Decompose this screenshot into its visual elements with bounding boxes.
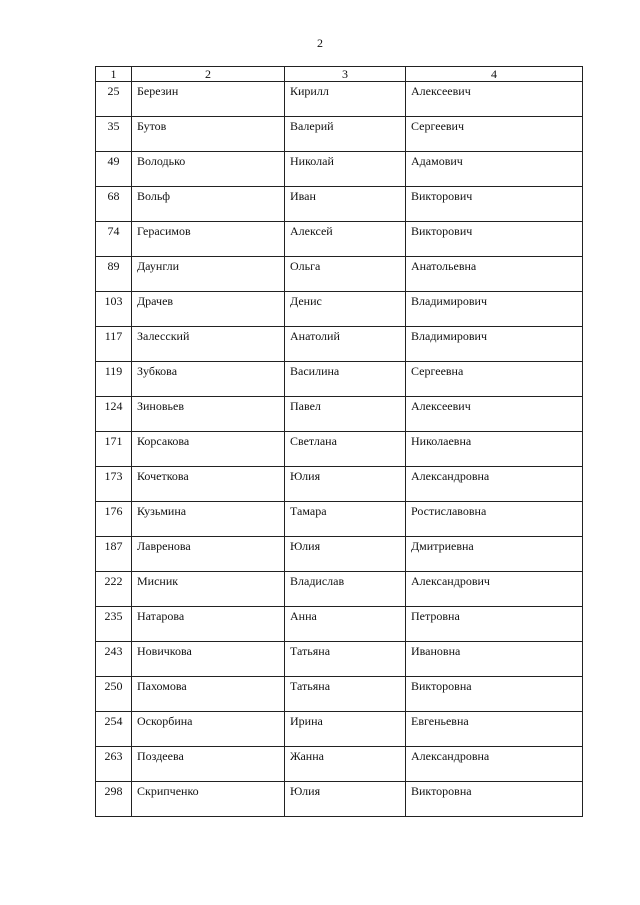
row-number-cell: 254 bbox=[96, 712, 132, 747]
patronymic-cell: Дмитриевна bbox=[406, 537, 583, 572]
row-number-cell: 74 bbox=[96, 222, 132, 257]
patronymic-cell: Александровна bbox=[406, 747, 583, 782]
page-number: 2 bbox=[317, 36, 323, 50]
surname-cell: Бутов bbox=[132, 117, 285, 152]
name-cell: Татьяна bbox=[285, 677, 406, 712]
surname-cell: Новичкова bbox=[132, 642, 285, 677]
table-row bbox=[96, 677, 583, 712]
name-cell: Татьяна bbox=[285, 642, 406, 677]
surname-cell: Даунгли bbox=[132, 257, 285, 292]
patronymic-cell: Сергеевич bbox=[406, 117, 583, 152]
table-row bbox=[96, 397, 583, 432]
surname-cell: Кузьмина bbox=[132, 502, 285, 537]
name-cell: Светлана bbox=[285, 432, 406, 467]
column-header-2: 2 bbox=[132, 67, 285, 82]
row-number-cell: 250 bbox=[96, 677, 132, 712]
table-row bbox=[96, 432, 583, 467]
patronymic-cell: Викторович bbox=[406, 187, 583, 222]
table-row bbox=[96, 222, 583, 257]
name-cell: Иван bbox=[285, 187, 406, 222]
table-row bbox=[96, 747, 583, 782]
row-number-cell: 117 bbox=[96, 327, 132, 362]
row-number-cell: 263 bbox=[96, 747, 132, 782]
surname-cell: Поздеева bbox=[132, 747, 285, 782]
surname-cell: Березин bbox=[132, 82, 285, 117]
name-cell: Юлия bbox=[285, 467, 406, 502]
name-cell: Владислав bbox=[285, 572, 406, 607]
name-cell: Юлия bbox=[285, 782, 406, 817]
table-row bbox=[96, 712, 583, 747]
patronymic-cell: Евгеньевна bbox=[406, 712, 583, 747]
name-cell: Ольга bbox=[285, 257, 406, 292]
table-body bbox=[96, 82, 583, 817]
roster-table bbox=[95, 66, 583, 817]
name-cell: Денис bbox=[285, 292, 406, 327]
surname-cell: Пахомова bbox=[132, 677, 285, 712]
patronymic-cell: Ивановна bbox=[406, 642, 583, 677]
name-cell: Ирина bbox=[285, 712, 406, 747]
column-header-3: 3 bbox=[285, 67, 406, 82]
patronymic-cell: Викторовна bbox=[406, 782, 583, 817]
patronymic-cell: Николаевна bbox=[406, 432, 583, 467]
table-row bbox=[96, 292, 583, 327]
row-number-cell: 35 bbox=[96, 117, 132, 152]
surname-cell: Оскорбина bbox=[132, 712, 285, 747]
surname-cell: Кочеткова bbox=[132, 467, 285, 502]
table-row bbox=[96, 782, 583, 817]
row-number-cell: 243 bbox=[96, 642, 132, 677]
surname-cell: Герасимов bbox=[132, 222, 285, 257]
patronymic-cell: Алексеевич bbox=[406, 82, 583, 117]
surname-cell: Мисник bbox=[132, 572, 285, 607]
row-number-cell: 222 bbox=[96, 572, 132, 607]
table-row bbox=[96, 607, 583, 642]
row-number-cell: 171 bbox=[96, 432, 132, 467]
table-row bbox=[96, 327, 583, 362]
row-number-cell: 68 bbox=[96, 187, 132, 222]
patronymic-cell: Адамович bbox=[406, 152, 583, 187]
row-number-cell: 298 bbox=[96, 782, 132, 817]
name-cell: Анатолий bbox=[285, 327, 406, 362]
name-cell: Юлия bbox=[285, 537, 406, 572]
row-number-cell: 89 bbox=[96, 257, 132, 292]
row-number-cell: 173 bbox=[96, 467, 132, 502]
table-header-row bbox=[96, 67, 583, 82]
patronymic-cell: Сергеевна bbox=[406, 362, 583, 397]
surname-cell: Лавренова bbox=[132, 537, 285, 572]
name-cell: Тамара bbox=[285, 502, 406, 537]
name-cell: Василина bbox=[285, 362, 406, 397]
row-number-cell: 119 bbox=[96, 362, 132, 397]
surname-cell: Скрипченко bbox=[132, 782, 285, 817]
table-row bbox=[96, 187, 583, 222]
name-cell: Валерий bbox=[285, 117, 406, 152]
table-row bbox=[96, 117, 583, 152]
surname-cell: Натарова bbox=[132, 607, 285, 642]
name-cell: Анна bbox=[285, 607, 406, 642]
table-row bbox=[96, 642, 583, 677]
patronymic-cell: Алексеевич bbox=[406, 397, 583, 432]
table-row bbox=[96, 537, 583, 572]
row-number-cell: 49 bbox=[96, 152, 132, 187]
patronymic-cell: Викторовна bbox=[406, 677, 583, 712]
name-cell: Павел bbox=[285, 397, 406, 432]
table-row bbox=[96, 502, 583, 537]
row-number-cell: 25 bbox=[96, 82, 132, 117]
surname-cell: Залесский bbox=[132, 327, 285, 362]
surname-cell: Володько bbox=[132, 152, 285, 187]
patronymic-cell: Владимирович bbox=[406, 292, 583, 327]
name-cell: Жанна bbox=[285, 747, 406, 782]
table-row bbox=[96, 572, 583, 607]
surname-cell: Зубкова bbox=[132, 362, 285, 397]
column-header-1: 1 bbox=[96, 67, 132, 82]
patronymic-cell: Петровна bbox=[406, 607, 583, 642]
patronymic-cell: Александрович bbox=[406, 572, 583, 607]
row-number-cell: 187 bbox=[96, 537, 132, 572]
row-number-cell: 235 bbox=[96, 607, 132, 642]
table-row bbox=[96, 467, 583, 502]
name-cell: Алексей bbox=[285, 222, 406, 257]
column-header-4: 4 bbox=[406, 67, 583, 82]
surname-cell: Вольф bbox=[132, 187, 285, 222]
patronymic-cell: Александровна bbox=[406, 467, 583, 502]
row-number-cell: 103 bbox=[96, 292, 132, 327]
table-row bbox=[96, 362, 583, 397]
surname-cell: Драчев bbox=[132, 292, 285, 327]
table-row bbox=[96, 152, 583, 187]
patronymic-cell: Владимирович bbox=[406, 327, 583, 362]
name-cell: Николай bbox=[285, 152, 406, 187]
row-number-cell: 124 bbox=[96, 397, 132, 432]
surname-cell: Зиновьев bbox=[132, 397, 285, 432]
patronymic-cell: Викторович bbox=[406, 222, 583, 257]
row-number-cell: 176 bbox=[96, 502, 132, 537]
surname-cell: Корсакова bbox=[132, 432, 285, 467]
name-cell: Кирилл bbox=[285, 82, 406, 117]
table-row bbox=[96, 257, 583, 292]
patronymic-cell: Анатольевна bbox=[406, 257, 583, 292]
table-row bbox=[96, 82, 583, 117]
patronymic-cell: Ростиславовна bbox=[406, 502, 583, 537]
